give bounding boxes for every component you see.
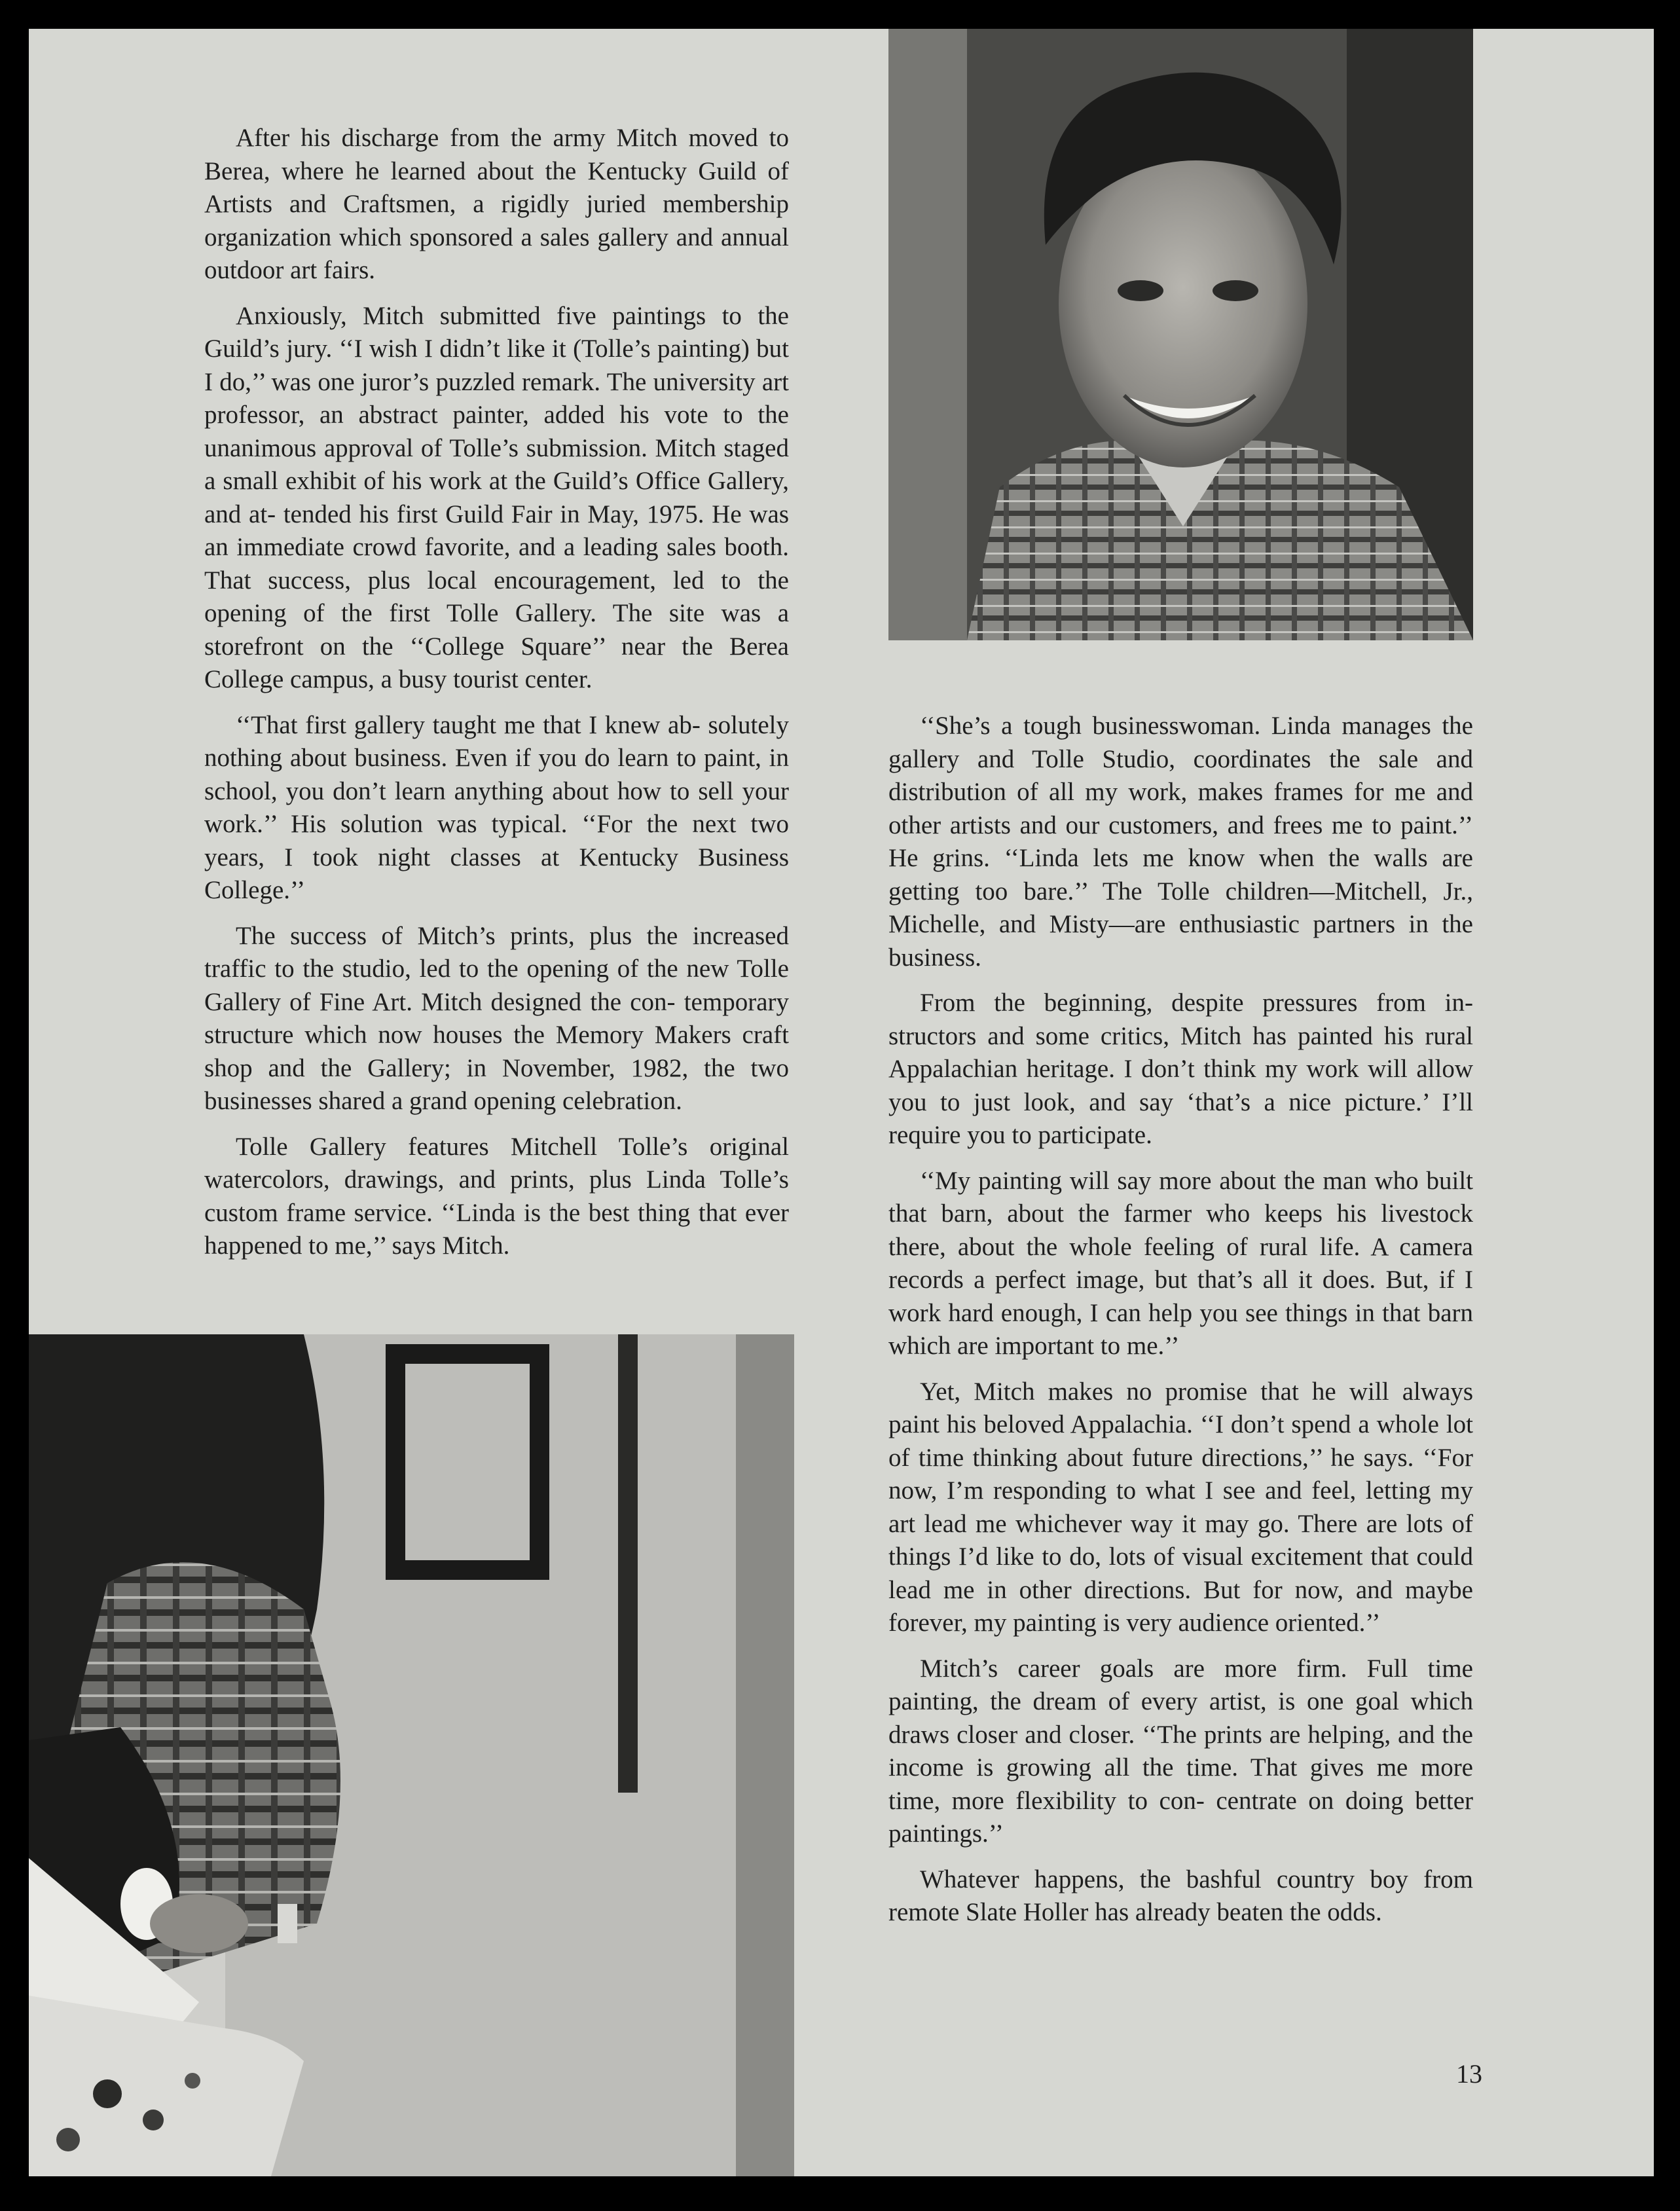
paragraph: Anxiously, Mitch submitted five paintings to the Guild’s jury. ‘‘I wish I didn’t like it (Tolle’s painting) but I do,’’ was one juror’s puzzled remark. The university art professor, an abstract painter, added his vote to the unanimous approval of Tolle’s submission. Mitch staged a small exhibit of his work at the Guild’s Office Gallery, and at- tended his first Guild Fair in May, 1975. He was an immediate crowd favorite, and a leading sales booth. That success, plus local encouragement, led to the opening of the first Tolle Gallery. The site was a storefront on the ‘‘College Square’’ near the Berea College campus, a busy tourist center. [204,301,789,693]
paragraph: Tolle Gallery features Mitchell Tolle’s original watercolors, drawings, and prints, plus Linda Tolle’s custom frame service. ‘‘Linda is the best thing that ever happened to me,’’ says Mitch. [204,1132,789,1260]
right-text-column [888,710,1473,1942]
paragraph: From the beginning, despite pressures from in- structors and some critics, Mitch has painted his rural Appalachian heritage. I don’t think my work will allow you to just look, and say ‘that’s a nice picture.’ I’ll require you to participate. [888,989,1473,1149]
portrait-photo [888,29,1473,640]
left-text-column [204,122,789,1275]
paragraph: After his discharge from the army Mitch moved to Berea, where he learned about the Kentucky Guild of Artists and Craftsmen, a rigidly juried membership organization which sponsored a sales gallery and annual outdoor art fairs. [204,124,789,284]
magazine-page [29,29,1654,2176]
paragraph: The success of Mitch’s prints, plus the increased traffic to the studio, led to the opening of the new Tolle Gallery of Fine Art. Mitch designed the con- temporary structure which now houses the Memory Makers craft shop and the Gallery; in November, 1982, the two businesses shared a grand opening celebration. [204,921,789,1115]
paragraph: Yet, Mitch makes no promise that he will always paint his beloved Appalachia. ‘‘I don’t spend a whole lot of time thinking about future directions,’’ he says. ‘‘For now, I’m responding to what I see and feel, letting my art lead me whichever way it may go. There are lots of things I’d like to do, lots of visual excitement that could lead me in other directions. But for now, and maybe forever, my painting is very audience oriented.’’ [888,1377,1473,1637]
paragraph: ‘‘My painting will say more about the man who built that barn, about the farmer who keeps his livestock there, about the whole feeling of rural life. A camera records a perfect image, but that’s all it does. But, if I work hard enough, I can help you see things in that barn which are important to me.’’ [888,1166,1473,1360]
paragraph: Mitch’s career goals are more firm. Full time painting, the dream of every artist, is one goal which draws closer and closer. ‘‘The prints are helping, and the income is growing all the time. That gives me more time, more flexibility to con- centrate on doing better paintings.’’ [888,1654,1473,1848]
page-number: 13 [1456,2059,1482,2089]
paragraph: Whatever happens, the bashful country boy from remote Slate Holler has already beaten the odds. [888,1865,1473,1926]
paragraph: ‘‘That first gallery taught me that I knew ab- solutely nothing about business. Even if you do learn to paint, in school, you don’t learn anything about how to sell your work.’’ His solution was typical. ‘‘For the next two years, I took night classes at Kentucky Business College.’’ [204,710,789,904]
artist-painting-photo [29,1334,794,2176]
paragraph: ‘‘She’s a tough businesswoman. Linda manages the gallery and Tolle Studio, coordinates the sale and distribution of all my work, makes frames for me and other artists and our customers, and frees me to paint.’’ He grins. ‘‘Linda lets me know when the walls are getting too bare.’’ The Tolle children—Mitchell, Jr., Michelle, and Misty—are enthusiastic partners in the business. [888,712,1473,972]
